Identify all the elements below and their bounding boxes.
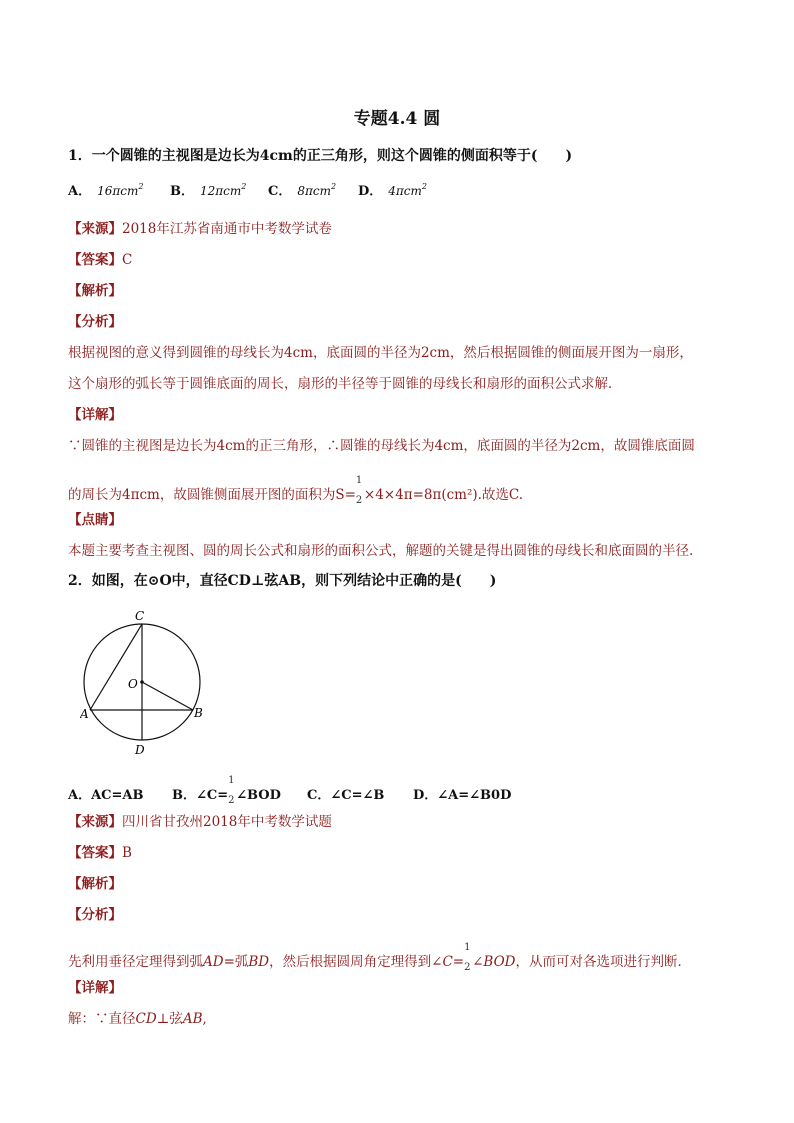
q2-fenxi-label: 【分析】 [68, 907, 122, 923]
segment-ob [142, 682, 193, 710]
q1-detail-line2: 的周长为4πcm，故圆锥侧面展开图的面积为S= 1 2 ×4×4π=8π(cm²).故选C. [68, 475, 524, 506]
label-a: A [80, 707, 89, 721]
q1-detail-line1: ∵圆锥的主视图是边长为4cm的正三角形，∴圆锥的母线长为4cm，底面圆的半径为2cm，故圆锥底面圆 [68, 438, 695, 454]
q1-option-c: C． 8πcm$^2$ [268, 182, 337, 199]
q1-fenxi-line2: 这个扇形的弧长等于圆锥底面的周长，扇形的半径等于圆锥的母线长和扇形的面积公式求解． [68, 376, 622, 392]
q2-option-a: A．AC=AB [68, 788, 144, 803]
q1-fenxi-label: 【分析】 [68, 314, 122, 330]
q1-option-b: B． 12πcm$^2$ [170, 182, 247, 199]
question-2: 2．如图，在⊙O中，直径CD⊥弦AB，则下列结论中正确的是( ) [68, 573, 497, 589]
q2-detail-label: 【详解】 [68, 980, 122, 996]
label-b: B [194, 706, 203, 720]
q2-option-c: C．∠C=∠B [307, 788, 385, 803]
q2-analysis-label: 【解析】 [68, 876, 122, 892]
label-o: O [128, 677, 138, 691]
q2-detail-text: 解：∵直径CD⊥弦AB, [68, 1011, 207, 1027]
circle-figure [80, 608, 220, 758]
q2-option-b: B．∠C= 1 2 ∠BOD [172, 775, 281, 806]
q2-option-d: D．∠A=∠B0D [413, 788, 512, 803]
q1-option-a: A． 16πcm$^2$ [68, 182, 144, 199]
q1-comment-label: 【点睛】 [68, 512, 122, 528]
segment-ac [90, 624, 142, 710]
q1-answer: 【答案】C [68, 252, 133, 268]
q2-source: 【来源】四川省甘孜州2018年中考数学试题 [68, 814, 332, 830]
q1-option-d: D． 4πcm$^2$ [358, 182, 427, 199]
page-title: 专题4.4 圆 [353, 109, 441, 129]
q1-detail-label: 【详解】 [68, 407, 122, 423]
question-1: 1．一个圆锥的主视图是边长为4cm的正三角形，则这个圆锥的侧面积等于( ) [68, 148, 573, 164]
q1-source: 【来源】2018年江苏省南通市中考数学试卷 [68, 221, 332, 237]
q1-analysis-label: 【解析】 [68, 283, 122, 299]
q1-comment: 本题主要考查主视图、圆的周长公式和扇形的面积公式，解题的关键是得出圆锥的母线长和底面圆的半径. [68, 543, 694, 559]
label-d: D [135, 743, 145, 757]
label-c: C [135, 609, 145, 623]
q2-fenxi-text: 先利用垂径定理得到弧AD=弧BD，然后根据圆周角定理得到∠C= 1 2 ∠BOD，从而可对各选项进行判断． [68, 942, 691, 973]
q2-answer: 【答案】B [68, 845, 132, 861]
center-point [140, 680, 144, 684]
q1-fenxi-line1: 根据视图的意义得到圆锥的母线长为4cm，底面圆的半径为2cm，然后根据圆锥的侧面展开图为一扇形， [68, 345, 693, 361]
circle-diagram [80, 608, 220, 762]
